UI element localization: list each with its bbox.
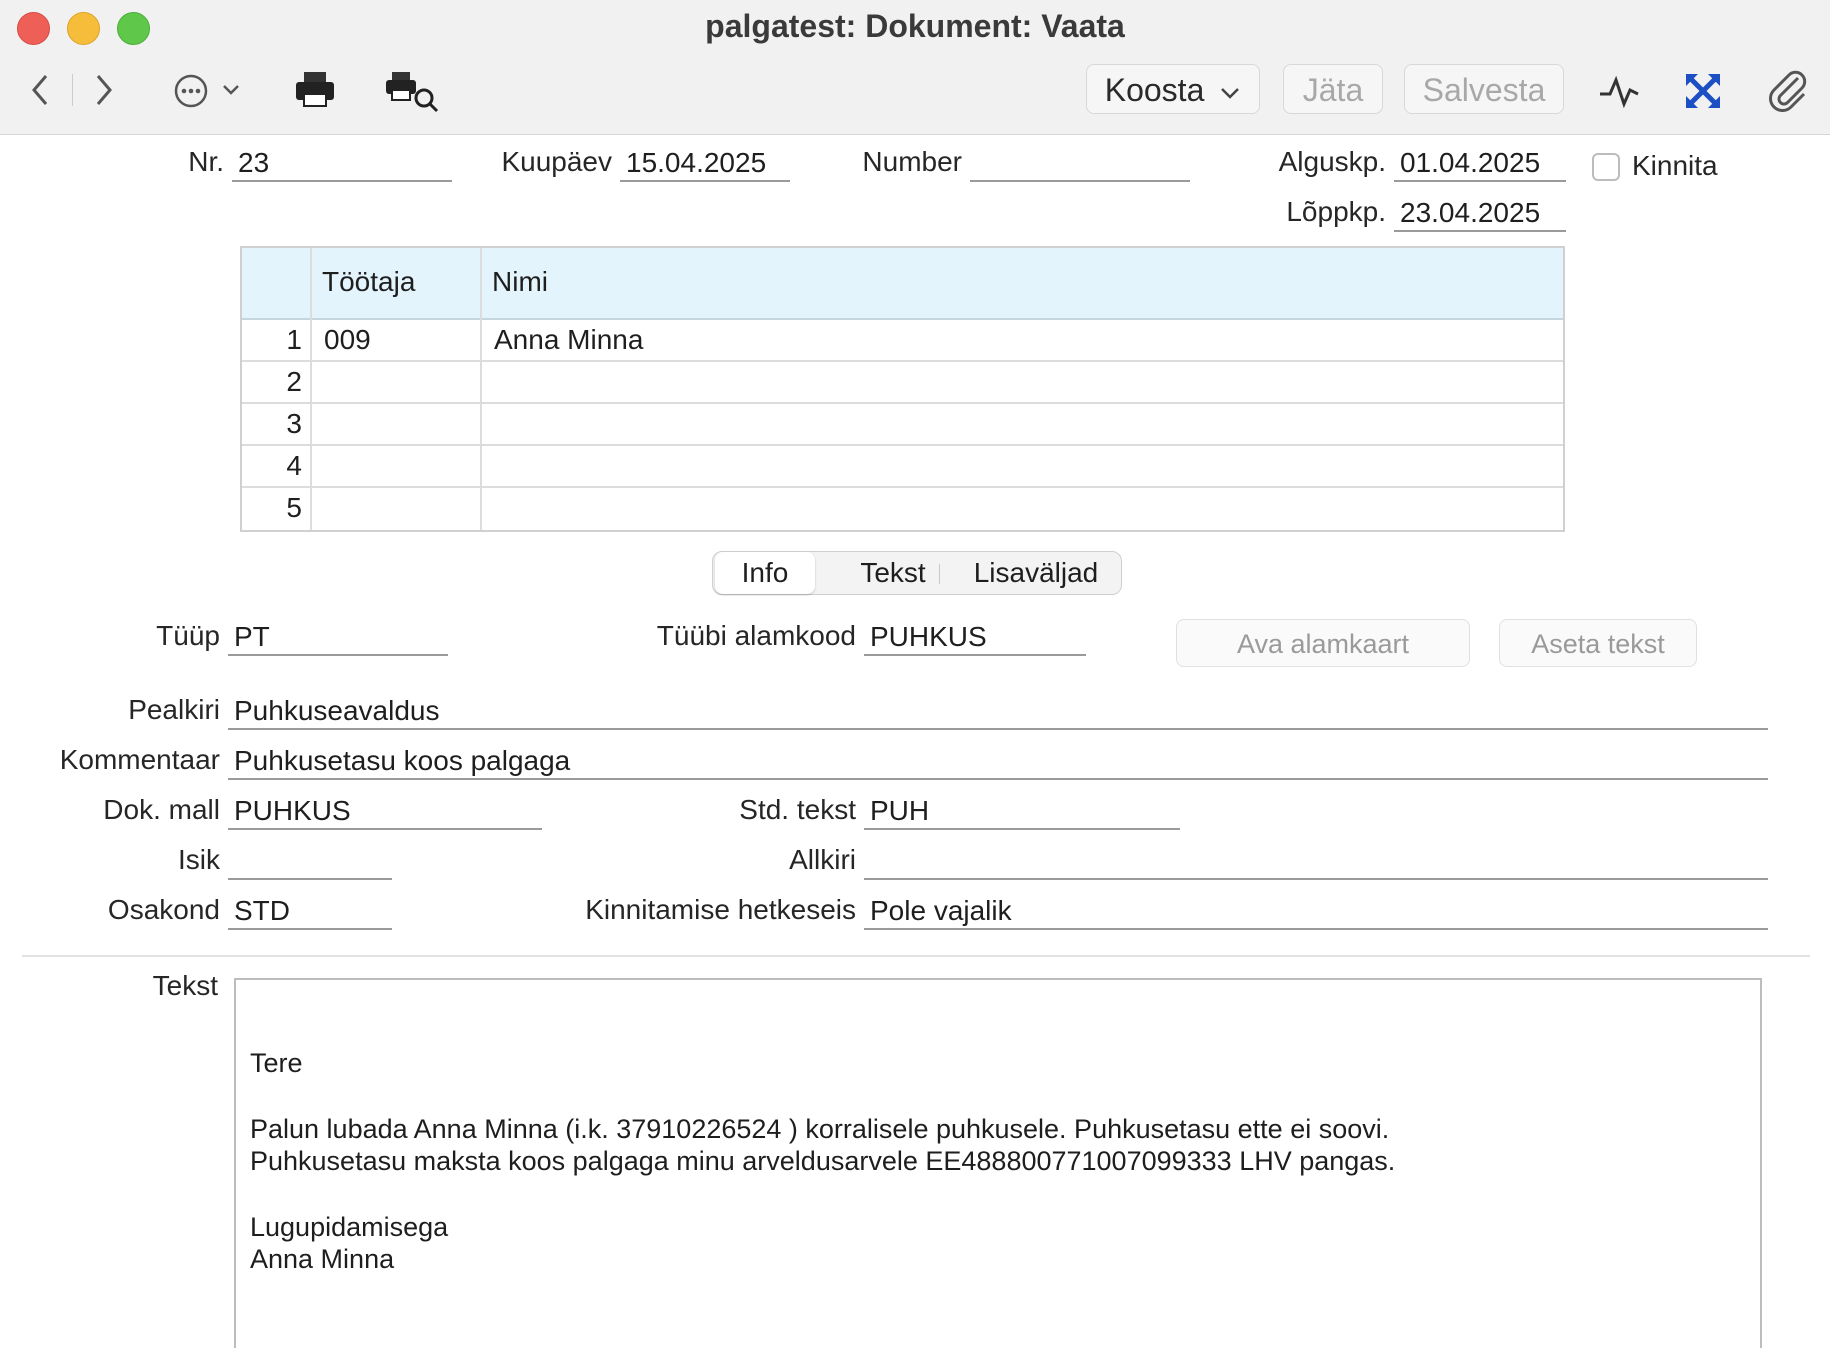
- row-divider: [242, 444, 1563, 446]
- window-title: palgatest: Dokument: Vaata: [705, 8, 1125, 44]
- kuupaev-label: Kuupäev: [501, 146, 612, 177]
- employee-grid: [240, 246, 1565, 532]
- text-line: Palun lubada Anna Minna (i.k. 37910226524 ) korralisele puhkusele. Puhkusetasu ette ei soovi.: [250, 1114, 1390, 1144]
- text-line: Lugupidamisega: [250, 1212, 449, 1242]
- row-divider: [242, 486, 1563, 488]
- hetkeseis-label: Kinnitamise hetkeseis: [585, 894, 856, 925]
- alguskp-label: Alguskp.: [1278, 146, 1386, 177]
- activity-icon[interactable]: [1598, 74, 1640, 108]
- allkiri-label: Allkiri: [789, 844, 856, 875]
- osakond-label: Osakond: [107, 894, 220, 925]
- tekst-textarea[interactable]: [234, 978, 1762, 1348]
- loppkp-label: Lõppkp.: [1286, 196, 1386, 227]
- text-line: Puhkusetasu maksta koos palgaga minu arveldusarvele EE488800771007099333 LHV pangas.: [250, 1146, 1396, 1176]
- window-titlebar: [0, 0, 1830, 135]
- more-actions-icon[interactable]: [172, 72, 242, 110]
- dokmall-field[interactable]: PUHKUS: [228, 792, 542, 830]
- back-icon[interactable]: [28, 72, 52, 108]
- tab-tekst[interactable]: Tekst: [860, 557, 926, 588]
- aseta-tekst-button[interactable]: Aseta tekst: [1499, 619, 1697, 667]
- number-field[interactable]: [970, 144, 1190, 182]
- alamkood-label: Tüübi alamkood: [656, 620, 856, 651]
- koosta-label: Koosta: [1104, 72, 1205, 108]
- pealkiri-field[interactable]: Puhkuseavaldus: [228, 692, 1768, 730]
- row-divider: [242, 402, 1563, 404]
- salvesta-button[interactable]: Salvesta: [1404, 64, 1564, 114]
- row-number: 5: [286, 492, 302, 523]
- koosta-button[interactable]: [1086, 64, 1260, 114]
- kommentaar-field[interactable]: Puhkusetasu koos palgaga: [228, 742, 1768, 780]
- nav-divider: [72, 74, 73, 106]
- kuupaev-field[interactable]: 15.04.2025: [620, 144, 790, 182]
- column-header-tootaja[interactable]: Töötaja: [322, 266, 416, 297]
- section-divider: [22, 955, 1810, 957]
- print-preview-icon[interactable]: [384, 70, 440, 114]
- stdtekst-field[interactable]: PUH: [864, 792, 1180, 830]
- text-line: Anna Minna: [250, 1244, 395, 1274]
- nr-field[interactable]: 23: [232, 144, 452, 182]
- grid-header: [242, 248, 1563, 320]
- chevron-down-icon: [1219, 85, 1241, 101]
- print-icon[interactable]: [294, 70, 338, 110]
- attachment-icon[interactable]: [1768, 70, 1808, 112]
- alguskp-field[interactable]: 01.04.2025: [1394, 144, 1566, 182]
- pealkiri-label: Pealkiri: [128, 694, 220, 725]
- osakond-field[interactable]: STD: [228, 892, 392, 930]
- hetkeseis-field[interactable]: Pole vajalik: [864, 892, 1768, 930]
- tab-info[interactable]: Info: [715, 552, 815, 594]
- stdtekst-label: Std. tekst: [739, 794, 856, 825]
- text-line: Tere: [250, 1048, 303, 1078]
- row-number: 3: [286, 408, 302, 439]
- ava-alamkaart-button[interactable]: Ava alamkaart: [1176, 619, 1470, 667]
- jata-button[interactable]: Jäta: [1283, 64, 1383, 114]
- nr-label: Nr.: [188, 146, 224, 177]
- dokmall-label: Dok. mall: [103, 794, 220, 825]
- row-number: 1: [286, 324, 302, 355]
- tyyp-label: Tüüp: [156, 620, 220, 651]
- tab-segmented-control: [712, 551, 1122, 595]
- row-divider: [242, 360, 1563, 362]
- tab-divider: [939, 564, 940, 584]
- forward-icon[interactable]: [92, 72, 116, 108]
- allkiri-field[interactable]: [864, 842, 1768, 880]
- row-number: 2: [286, 366, 302, 397]
- isik-label: Isik: [178, 844, 220, 875]
- tyyp-field[interactable]: PT: [228, 618, 448, 656]
- kinnita-label: Kinnita: [1632, 150, 1718, 181]
- number-label: Number: [862, 146, 962, 177]
- cell-nimi[interactable]: Anna Minna: [494, 324, 644, 355]
- loppkp-field[interactable]: 23.04.2025: [1394, 194, 1566, 232]
- isik-field[interactable]: [228, 842, 392, 880]
- expand-icon[interactable]: [1684, 72, 1722, 110]
- kommentaar-label: Kommentaar: [59, 744, 220, 775]
- cell-tootaja[interactable]: 009: [324, 324, 371, 355]
- column-header-nimi[interactable]: Nimi: [492, 266, 548, 297]
- kinnita-checkbox[interactable]: [1592, 153, 1620, 181]
- tab-lisavaljad[interactable]: Lisaväljad: [973, 557, 1099, 588]
- row-number: 4: [286, 450, 302, 481]
- tekst-label: Tekst: [152, 970, 218, 1001]
- alamkood-field[interactable]: PUHKUS: [864, 618, 1086, 656]
